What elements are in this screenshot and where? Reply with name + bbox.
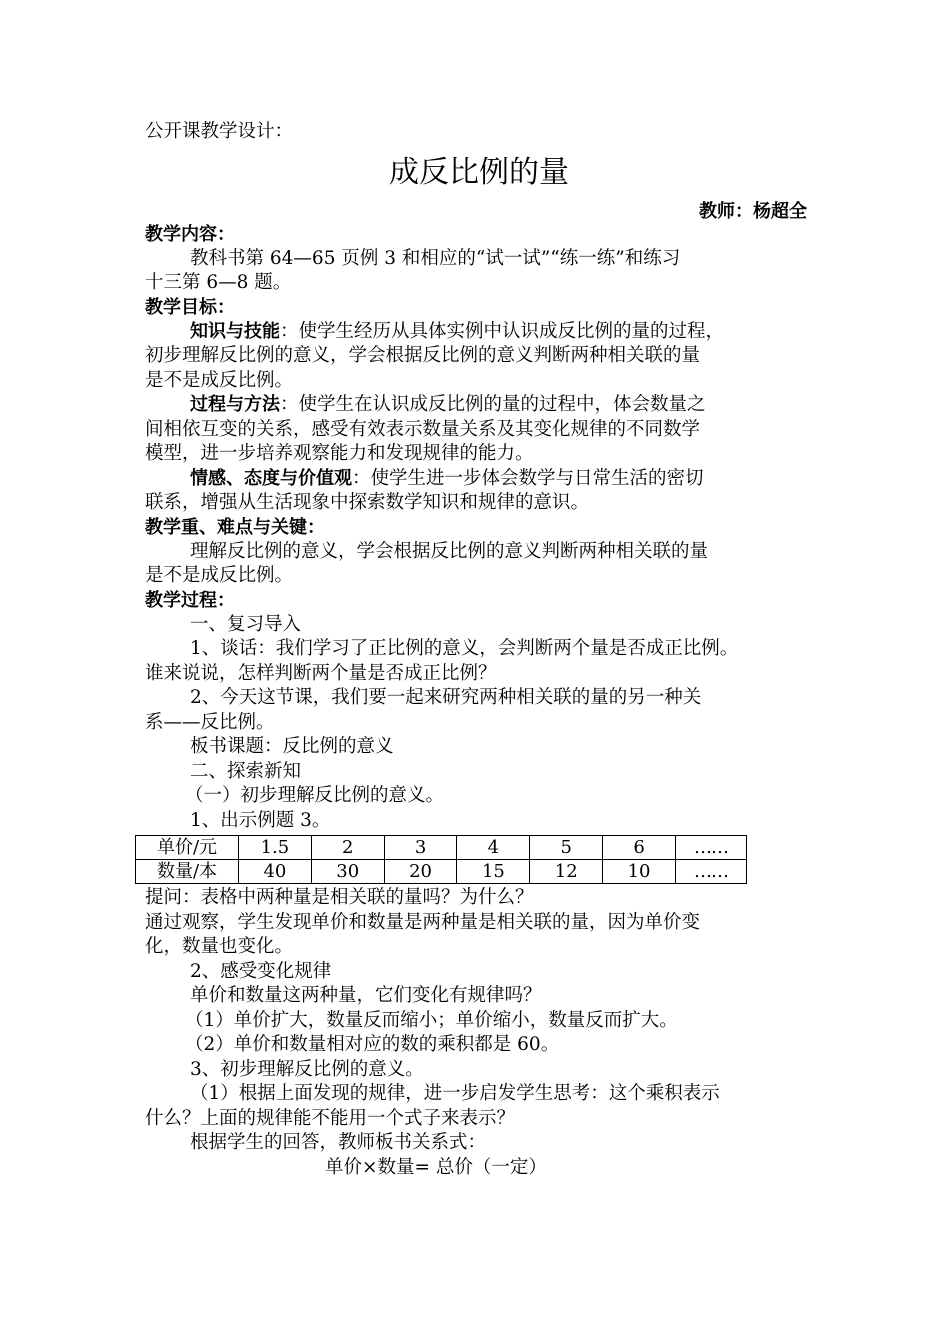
step-3-line-2: 什么？上面的规律能不能用一个式子来表示？ xyxy=(145,1107,516,1129)
goal2-label: 过程与方法 xyxy=(190,394,280,415)
goal2-line-2: 间相依互变的关系，感受有效表示数量关系及其变化规律的不同数学 xyxy=(145,418,701,440)
example-table xyxy=(135,835,747,884)
content-heading: 教学内容： xyxy=(145,223,235,245)
key-heading: 教学重、难点与关键： xyxy=(145,516,325,538)
key-line-2: 是不是成反比例。 xyxy=(145,565,294,586)
key-line-1: 理解反比例的意义，学会根据反比例的意义判断两种相关联的量 xyxy=(190,540,709,562)
table-cell: 20 xyxy=(384,860,457,884)
content-line-1: 教科书第 64—65 页例 3 和相应的“试一试”“练一练”和练习 xyxy=(190,247,681,269)
table-cell: 1.5 xyxy=(239,836,312,860)
table-cell: 3 xyxy=(384,836,457,860)
goal3-line-2: 联系，增强从生活现象中探索数学知识和规律的意识。 xyxy=(145,492,590,513)
goal3-text: ：使学生进一步体会数学与日常生活的密切 xyxy=(352,467,704,489)
process-sub1: （一）初步理解反比例的意义。 xyxy=(185,785,445,806)
process-talk2b: 系——反比例。 xyxy=(145,711,275,733)
step-feel: 2、感受变化规律 xyxy=(190,960,332,982)
table-cell: 30 xyxy=(311,860,384,884)
table-cell: …… xyxy=(676,860,747,884)
document-page xyxy=(145,120,813,1180)
process-step2: 二、探索新知 xyxy=(190,760,302,782)
step-3-line-1: （1）根据上面发现的规律，进一步启发学生思考：这个乘积表示 xyxy=(190,1083,720,1104)
table-cell: 单价/元 xyxy=(136,836,239,860)
process-talk1: 1、谈话：我们学习了正比例的意义，会判断两个量是否成正比例。 xyxy=(190,638,739,659)
table-cell: 5 xyxy=(530,836,603,860)
board-note: 根据学生的回答，教师板书关系式： xyxy=(190,1132,487,1153)
step-3: 3、初步理解反比例的意义。 xyxy=(190,1058,424,1080)
question-1: 提问：表格中两种量是相关联的量吗？为什么？ xyxy=(145,887,534,908)
content-line-2: 十三第 6—8 题。 xyxy=(145,272,292,293)
table-cell: 40 xyxy=(239,860,312,884)
goal3-label: 情感、态度与价值观 xyxy=(190,467,352,489)
answer-1: 通过观察，学生发现单价和数量是两种量是相关联的量，因为单价变 xyxy=(145,911,701,933)
process-board: 板书课题：反比例的意义 xyxy=(190,736,394,757)
rule-1: （1）单价扩大，数量反而缩小；单价缩小，数量反而扩大。 xyxy=(185,1009,678,1031)
table-row xyxy=(136,836,747,860)
process-step1: 一、复习导入 xyxy=(190,613,302,635)
rule-2: （2）单价和数量相对应的数的乘积都是 60。 xyxy=(185,1034,560,1055)
table-cell: 15 xyxy=(457,860,530,884)
answer-1b: 化，数量也变化。 xyxy=(145,936,294,957)
goal1-line-1 xyxy=(145,320,813,345)
goal1-line-2: 初步理解反比例的意义，学会根据反比例的意义判断两种相关联的量 xyxy=(145,345,701,366)
teacher-name: 教师：杨超全 xyxy=(699,200,807,222)
goal2-line-1 xyxy=(145,393,813,418)
goal1-label: 知识与技能 xyxy=(190,320,280,342)
table-row xyxy=(136,860,747,884)
goals-heading: 教学目标： xyxy=(145,296,235,318)
table-cell: 2 xyxy=(311,836,384,860)
process-heading: 教学过程： xyxy=(145,589,235,611)
goal1-line-3: 是不是成反比例。 xyxy=(145,369,294,391)
goal3-line-1 xyxy=(145,467,813,492)
table-cell: 4 xyxy=(457,836,530,860)
table-cell: …… xyxy=(676,836,747,860)
table-cell: 10 xyxy=(603,860,676,884)
table-cell: 6 xyxy=(603,836,676,860)
page-title: 成反比例的量 xyxy=(389,154,569,190)
table-cell: 数量/本 xyxy=(136,860,239,884)
table-cell: 12 xyxy=(530,860,603,884)
process-talk2: 2、今天这节课，我们要一起来研究两种相关联的量的另一种关 xyxy=(190,687,702,708)
question-2: 单价和数量这两种量，它们变化有规律吗？ xyxy=(190,985,542,1006)
header-label: 公开课教学设计： xyxy=(145,121,294,142)
goal1-text: ：使学生经历从具体实例中认识成反比例的量的过程， xyxy=(280,320,725,342)
process-talk1b: 谁来说说，怎样判断两个量是否成正比例？ xyxy=(145,662,497,684)
goal2-line-3: 模型，进一步培养观察能力和发现规律的能力。 xyxy=(145,443,534,464)
goal2-text: ：使学生在认识成反比例的量的过程中，体会数量之 xyxy=(280,394,706,415)
process-show: 1、出示例题 3。 xyxy=(190,809,331,831)
formula: 单价×数量= 总价（一定） xyxy=(325,1156,547,1178)
